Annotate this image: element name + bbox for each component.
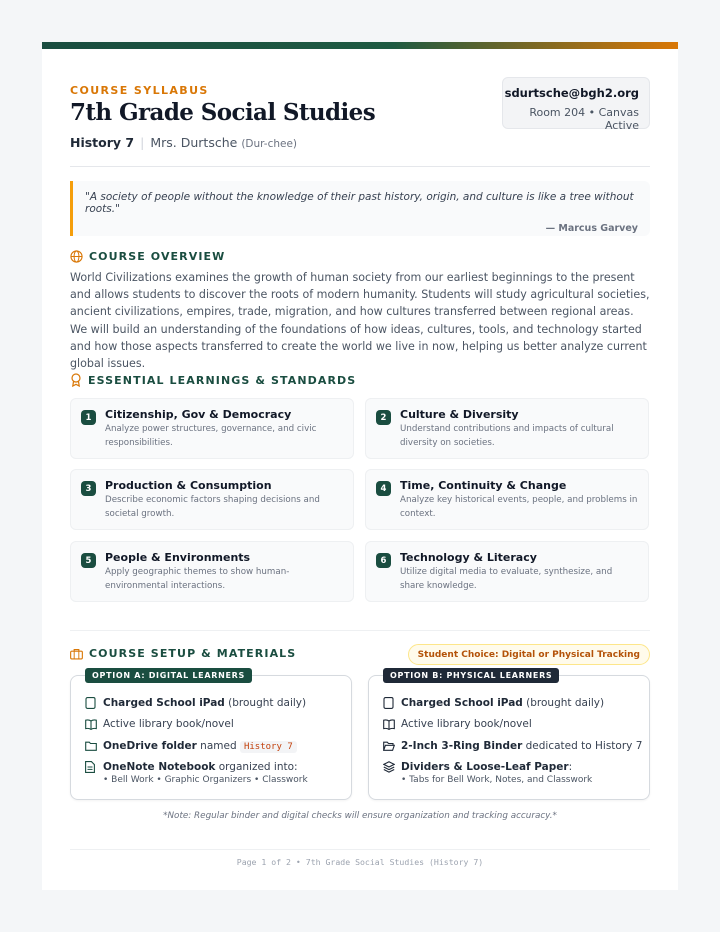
option-b-card	[368, 671, 650, 800]
briefcase-icon	[70, 648, 83, 660]
standard-card	[70, 541, 354, 602]
page-title: 7th Grade Social Studies	[70, 99, 376, 126]
standard-title: Time, Continuity & Change	[400, 479, 567, 492]
material-detail: dedicated to History 7	[522, 739, 643, 752]
syllabus-page	[42, 42, 678, 890]
standard-description: Analyze power structures, governance, and civic responsibilities.	[105, 424, 317, 448]
standard-description: Apply geographic themes to show human-environmental interactions.	[105, 567, 290, 591]
award-icon	[70, 373, 82, 387]
material-book	[85, 714, 351, 736]
header-gradient-bar	[42, 42, 678, 49]
tablet-icon	[383, 697, 395, 709]
material-bold: OneNote Notebook	[103, 761, 216, 774]
material-bold: Charged School iPad	[401, 696, 523, 709]
teacher-pronunciation: (Dur-chee)	[241, 138, 298, 150]
standard-card	[365, 469, 649, 530]
room-info: Room 204 • Canvas Active	[529, 106, 639, 132]
divider	[70, 630, 650, 631]
quote-block	[70, 181, 650, 236]
standard-card	[365, 398, 649, 459]
standard-title: Citizenship, Gov & Democracy	[105, 408, 292, 421]
material-bold: OneDrive folder	[103, 739, 197, 752]
material-binder	[383, 735, 649, 757]
standard-description: Utilize digital media to evaluate, synthesize, and share knowledge.	[400, 567, 613, 591]
option-b-tag: OPTION B: PHYSICAL LEARNERS	[383, 668, 559, 683]
material-folder	[85, 735, 351, 757]
material-bold: 2-Inch 3-Ring Binder	[401, 739, 523, 752]
course-subtitle	[70, 135, 297, 150]
material-detail: named	[196, 739, 240, 752]
file-text-icon	[85, 761, 97, 773]
folder-icon	[85, 740, 97, 752]
divider	[70, 849, 650, 850]
setup-note: *Note: Regular binder and digital checks will ensure organization and tracking accuracy.*	[163, 811, 557, 821]
section-title: COURSE OVERVIEW	[89, 250, 226, 263]
standard-number: 6	[376, 553, 391, 568]
standard-description: Analyze key historical events, people, and problems in context.	[400, 495, 638, 519]
material-ipad	[383, 692, 649, 714]
material-bold: Charged School iPad	[103, 696, 225, 709]
standard-number: 3	[81, 481, 96, 496]
email-line[interactable]	[504, 86, 639, 100]
page-footer: Page 1 of 2 • 7th Grade Social Studies (History 7)	[236, 857, 484, 867]
material-text: Active library book/novel	[103, 718, 234, 731]
material-detail: organized into:	[215, 761, 298, 774]
standard-card	[70, 398, 354, 459]
folder-name-code: History 7	[240, 741, 297, 753]
material-detail: (brought daily)	[224, 696, 307, 709]
divider: |	[140, 135, 145, 150]
email-link[interactable]: sdurtsche@bgh2.org	[504, 86, 639, 100]
standard-number: 5	[81, 553, 96, 568]
doc-label: COURSE SYLLABUS	[70, 84, 209, 97]
material-detail: (brought daily)	[522, 696, 605, 709]
standard-number: 4	[376, 481, 391, 496]
tablet-icon	[85, 697, 97, 709]
standard-title: Technology & Literacy	[400, 551, 537, 564]
section-heading-setup	[70, 647, 296, 660]
overview-text: World Civilizations examines the growth of human society from our earliest beginnings to the present and allows students to discover the roots of modern humanity. Students will study agricultural societies, ancient civilizations, empires, trade, migration, and how cultures transferred between regional areas. We will build an understanding of the foundations of how ideas, cultures, tools, and technology started and how those aspects transferred to create the world we live in now, helping us better analyze current global issues.	[70, 271, 650, 371]
divider-tabs: • Tabs for Bell Work, Notes, and Classwork	[401, 775, 593, 785]
section-heading-overview	[70, 250, 225, 263]
standard-description: Describe economic factors shaping decisions and societal growth.	[105, 495, 320, 519]
book-open-icon	[85, 718, 97, 730]
section-title: ESSENTIAL LEARNINGS & STANDARDS	[88, 373, 357, 387]
option-a-card	[70, 671, 352, 800]
folder-open-icon	[383, 740, 395, 752]
standard-title: Production & Consumption	[105, 479, 272, 492]
standard-title: People & Environments	[105, 551, 251, 564]
teacher-name: Mrs. Durtsche	[150, 135, 238, 150]
onenote-sections: • Bell Work • Graphic Organizers • Classwork	[103, 775, 308, 785]
material-ipad	[85, 692, 351, 714]
standard-title: Culture & Diversity	[400, 408, 519, 421]
material-bold: Dividers & Loose-Leaf Paper	[401, 761, 569, 774]
quote-text: "A society of people without the knowledge of their past history, origin, and culture is like a tree without roots."	[85, 191, 634, 215]
material-detail: :	[568, 761, 573, 774]
layers-icon	[383, 761, 395, 773]
option-a-tag: OPTION A: DIGITAL LEARNERS	[85, 668, 252, 683]
standard-number: 2	[376, 410, 391, 425]
material-text: Active library book/novel	[401, 718, 532, 731]
material-book	[383, 714, 649, 736]
standard-card	[70, 469, 354, 530]
section-title: COURSE SETUP & MATERIALS	[89, 647, 297, 660]
book-open-icon	[383, 718, 395, 730]
standard-number: 1	[81, 410, 96, 425]
quote-author: — Marcus Garvey	[545, 223, 638, 234]
standard-description: Understand contributions and impacts of cultural diversity on societies.	[400, 424, 614, 448]
course-name: History 7	[70, 135, 135, 150]
contact-card	[502, 77, 650, 132]
divider	[70, 166, 650, 167]
section-heading-standards	[70, 373, 356, 387]
choice-badge: Student Choice: Digital or Physical Tracking	[408, 644, 650, 665]
globe-icon	[70, 250, 83, 263]
standard-card	[365, 541, 649, 602]
